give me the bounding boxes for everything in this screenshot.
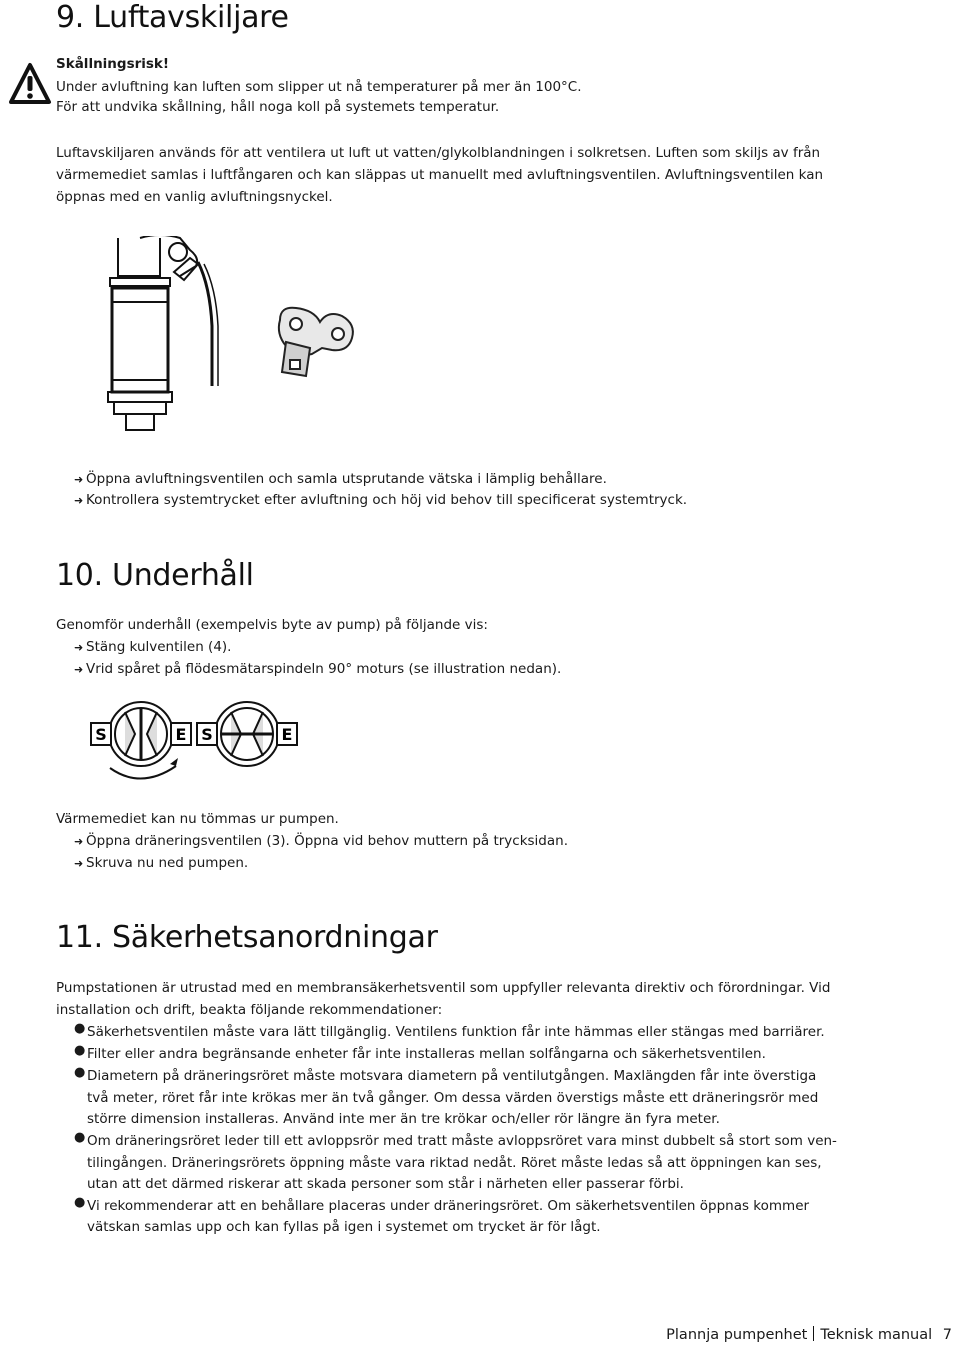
warning-title: Skållningsrisk! (56, 56, 170, 72)
arrow-right-icon: ➜ (74, 473, 84, 486)
step-text: Öppna dräneringsventilen (3). Öppna vid behov muttern på trycksidan. (86, 833, 568, 849)
step-9-2 (74, 489, 687, 512)
dial-label-e: E (281, 725, 293, 744)
arrow-right-icon: ➜ (74, 641, 84, 654)
safety-bullet-text: större dimension installeras. Använd inte mer än tre krökar och/eller rör längre än fyra meter. (87, 1111, 720, 1127)
step-text: Kontrollera systemtrycket efter avluftning och höj vid behov till specificerat systemtryck. (86, 492, 688, 508)
bullet-icon: ● (74, 1195, 86, 1210)
air-separator-illustration (100, 236, 225, 436)
bullet-icon: ● (74, 1130, 86, 1145)
step-10-1 (74, 636, 231, 659)
paragraph-line: öppnas med en vanlig avluftningsnyckel. (56, 189, 333, 205)
arrow-right-icon: ➜ (74, 663, 84, 676)
warning-line: Under avluftning kan luften som slipper ut nå temperaturer på mer än 100°C. (56, 79, 582, 95)
safety-bullet-text: vätskan samlas upp och kan fyllas på igen i systemet om trycket är för lågt. (87, 1219, 601, 1235)
safety-bullet-text: utan att det därmed riskerar att skada personer som står i närheten eller passerar förbi. (87, 1176, 684, 1192)
step-text: Öppna avluftningsventilen och samla utsprutande vätska i lämplig behållare. (86, 471, 607, 487)
arrow-right-icon: ➜ (74, 835, 84, 848)
warning-line: För att undvika skållning, håll noga koll på systemets temperatur. (56, 99, 500, 115)
footer-page-number: 7 (942, 1327, 952, 1343)
bullet-icon: ● (74, 1043, 86, 1058)
step-text: Stäng kulventilen (4). (86, 639, 232, 655)
flow-meter-spindle-illustration (88, 696, 304, 788)
safety-bullet-text: Diametern på dräneringsröret måste motsvara diametern på ventilutgången. Maxlängden får inte överstiga (87, 1068, 817, 1084)
paragraph-line: värmemediet samlas i luftfångaren och kan släppas ut manuellt med avluftningsventilen. Avluftningsventilen kan (56, 167, 824, 183)
safety-bullet-text: Vi rekommenderar att en behållare placeras under dräneringsröret. Om säkerhetsventilen öppnas kommer (87, 1198, 810, 1214)
bullet-icon: ● (74, 1021, 86, 1036)
paragraph-line: Luftavskiljaren används för att ventilera ut luft ut vatten/glykolblandningen i solkretsen. Luften som skiljs av från (56, 145, 821, 161)
arrow-right-icon: ➜ (74, 857, 84, 870)
safety-bullet-text: Säkerhetsventilen måste vara lätt tillgänglig. Ventilens funktion får inte hämmas eller stängas med barriärer. (87, 1024, 825, 1040)
maintenance-intro: Genomför underhåll (exempelvis byte av pump) på följande vis: (56, 617, 488, 633)
drain-step-1 (74, 830, 568, 853)
drain-intro: Värmemediet kan nu tömmas ur pumpen. (56, 811, 339, 827)
section-10-title: 10. Underhåll (56, 558, 254, 593)
step-9-1 (74, 468, 607, 491)
safety-bullet-text: Om dräneringsröret leder till ett avloppsrör med tratt måste avloppsröret vara minst dubbelt så stort som ven- (87, 1133, 837, 1149)
safety-bullet-text: Filter eller andra begränsande enheter får inte installeras mellan solfångarna och säkerhetsventilen. (87, 1046, 766, 1062)
bullet-icon: ● (74, 1065, 86, 1080)
dial-label-s: S (95, 725, 107, 744)
bleed-key-illustration (272, 302, 358, 382)
page-footer (666, 1326, 952, 1343)
dial-label-s: S (201, 725, 213, 744)
footer-doc-title: Plannja pumpenhet (666, 1327, 808, 1343)
section-11-title: 11. Säkerhetsanordningar (56, 920, 438, 955)
safety-intro-line: Pumpstationen är utrustad med en membransäkerhetsventil som uppfyller relevanta direktiv och förordningar. Vid (56, 980, 831, 996)
step-text: Skruva nu ned pumpen. (86, 855, 249, 871)
dial-label-e: E (175, 725, 187, 744)
step-10-2 (74, 658, 561, 681)
step-text: Vrid spåret på flödesmätarspindeln 90° moturs (se illustration nedan). (86, 661, 562, 677)
warning-icon (8, 62, 52, 106)
footer-divider (813, 1326, 814, 1341)
drain-step-2 (74, 852, 248, 875)
safety-bullet-text: tilingången. Dräneringsrörets öppning måste vara riktad nedåt. Röret måste ledas så att öppningen kan ses, (87, 1155, 822, 1171)
section-9-title: 9. Luftavskiljare (56, 0, 289, 35)
arrow-right-icon: ➜ (74, 494, 84, 507)
footer-doc-subtitle: Teknisk manual (820, 1327, 933, 1343)
safety-intro-line: installation och drift, beakta följande rekommendationer: (56, 1002, 443, 1018)
safety-bullet-text: två meter, röret får inte krökas mer än två gånger. Om dessa värden överstigs måste ett dräneringsrör med (87, 1090, 819, 1106)
